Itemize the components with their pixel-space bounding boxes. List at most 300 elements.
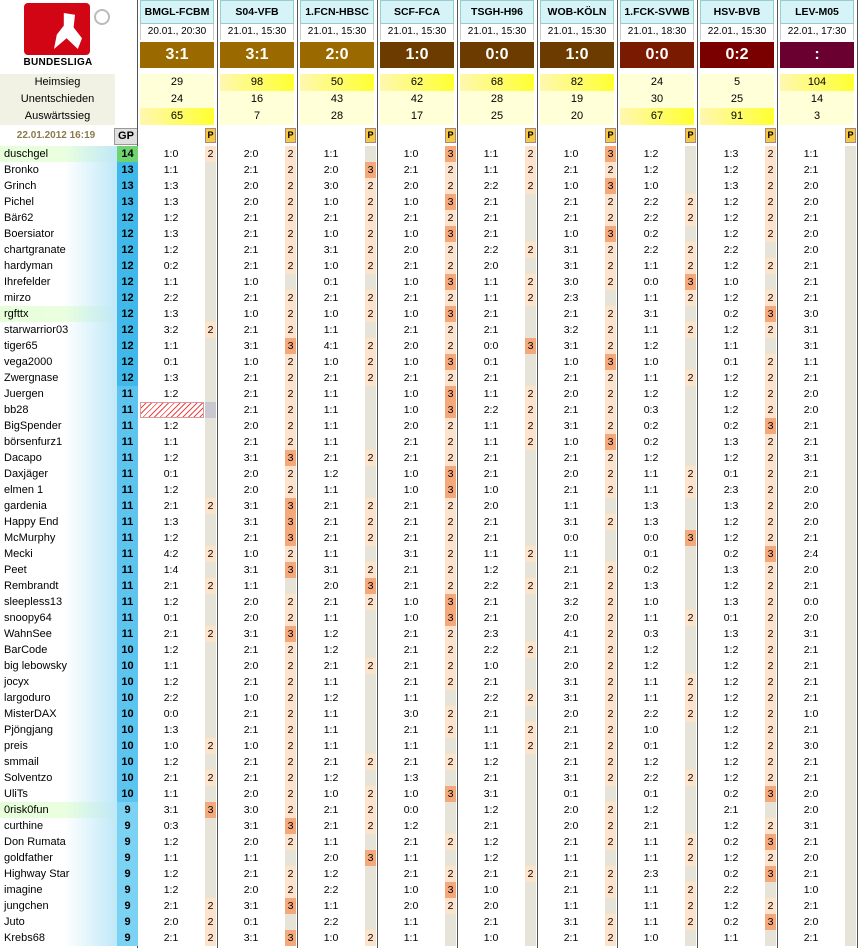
player-name[interactable]: Ihrefelder: [0, 274, 117, 290]
tip-points: 2: [765, 258, 776, 274]
player-name[interactable]: Bronko: [0, 162, 117, 178]
tip-cell: 3:2: [563, 324, 579, 336]
table-row[interactable]: [0, 194, 858, 210]
table-row[interactable]: [0, 722, 858, 738]
tip-cell: 2:0: [163, 916, 179, 928]
player-name[interactable]: smmail: [0, 754, 117, 770]
tip-cell: 2:0: [243, 148, 259, 160]
tip-points: 2: [365, 754, 376, 770]
player-name[interactable]: Daxjäger: [0, 466, 117, 482]
tip-points: 2: [605, 258, 616, 274]
tip-cell: 3:0: [323, 180, 339, 192]
tip-cell: 1:0: [403, 612, 419, 624]
tip-points: 2: [285, 194, 296, 210]
tip-points: 2: [365, 786, 376, 802]
match-name[interactable]: SCF-FCA: [380, 0, 454, 24]
table-row[interactable]: [0, 658, 858, 674]
player-name[interactable]: preis: [0, 738, 117, 754]
tip-points: [845, 770, 856, 786]
tip-points: 2: [445, 642, 456, 658]
player-points: 11: [117, 386, 138, 402]
player-name[interactable]: mirzo: [0, 290, 117, 306]
table-row[interactable]: [0, 466, 858, 482]
tip-cell: 2:1: [243, 676, 259, 688]
player-name[interactable]: rgfttx: [0, 306, 117, 322]
table-row[interactable]: [0, 434, 858, 450]
tip-points: [765, 338, 776, 354]
tip-cell: 1:0: [723, 276, 739, 288]
tip-cell: 2:1: [323, 452, 339, 464]
tip-points: 2: [765, 674, 776, 690]
table-row[interactable]: [0, 450, 858, 466]
points-header[interactable]: P: [285, 128, 296, 143]
player-name[interactable]: Peet: [0, 562, 117, 578]
tip-cell: 3:2: [563, 596, 579, 608]
player-name[interactable]: McMurphy: [0, 530, 117, 546]
player-silhouette-icon: [54, 13, 82, 49]
tip-points: 2: [285, 482, 296, 498]
player-name[interactable]: chartgranate: [0, 242, 117, 258]
tip-cell: 2:1: [803, 420, 819, 432]
table-row[interactable]: [0, 354, 858, 370]
tip-cell: 2:1: [323, 756, 339, 768]
table-row[interactable]: [0, 370, 858, 386]
tip-points: 2: [765, 770, 776, 786]
match-name[interactable]: TSGH-H96: [460, 0, 534, 24]
table-row[interactable]: [0, 834, 858, 850]
tip-cell: 1:1: [163, 788, 179, 800]
tip-cell: 0:2: [723, 420, 739, 432]
tip-cell: 1:0: [643, 932, 659, 944]
tip-points: 2: [765, 178, 776, 194]
player-name[interactable]: MisterDAX: [0, 706, 117, 722]
tip-points: 2: [445, 754, 456, 770]
tip-points: 3: [605, 434, 616, 450]
tip-cell: 1:2: [483, 804, 499, 816]
match-name[interactable]: LEV-M05: [780, 0, 854, 24]
player-points: 10: [117, 738, 138, 754]
player-points: 10: [117, 786, 138, 802]
tip-cell: 2:0: [803, 564, 819, 576]
player-name[interactable]: börsenfurz1: [0, 434, 117, 450]
tip-points: 2: [445, 418, 456, 434]
tip-cell: 1:2: [163, 676, 179, 688]
table-row[interactable]: [0, 386, 858, 402]
table-row[interactable]: [0, 818, 858, 834]
tip-cell: 2:1: [483, 532, 499, 544]
tip-cell: 2:0: [323, 164, 339, 176]
tip-cell: 1:0: [403, 404, 419, 416]
player-name[interactable]: curthine: [0, 818, 117, 834]
tip-cell: 1:1: [323, 740, 339, 752]
tip-cell: 3:1: [243, 500, 259, 512]
table-row[interactable]: [0, 754, 858, 770]
table-row[interactable]: [0, 178, 858, 194]
tip-cell: 2:2: [643, 772, 659, 784]
table-row[interactable]: [0, 738, 858, 754]
gp-header[interactable]: GP: [114, 128, 138, 145]
tip-points: 2: [445, 338, 456, 354]
tip-points: [205, 690, 216, 706]
tip-points: 2: [765, 594, 776, 610]
tip-points: 2: [765, 722, 776, 738]
table-row[interactable]: [0, 786, 858, 802]
tip-cell: 1:0: [403, 148, 419, 160]
tip-points: 2: [605, 338, 616, 354]
tip-points: 3: [445, 386, 456, 402]
points-header[interactable]: P: [765, 128, 776, 143]
tip-cell: 3:2: [163, 324, 179, 336]
tip-cell: 1:0: [403, 468, 419, 480]
table-row[interactable]: [0, 690, 858, 706]
tip-cell: 1:2: [643, 804, 659, 816]
player-name[interactable]: jocyx: [0, 674, 117, 690]
tip-cell: 2:1: [403, 644, 419, 656]
tip-points: 2: [365, 930, 376, 946]
tip-points: 2: [765, 482, 776, 498]
table-row[interactable]: [0, 322, 858, 338]
tip-cell: 0:0: [643, 532, 659, 544]
tip-points: [205, 642, 216, 658]
table-row[interactable]: [0, 626, 858, 642]
table-row[interactable]: [0, 514, 858, 530]
tip-cell: 3:0: [563, 276, 579, 288]
tip-cell: 2:1: [243, 436, 259, 448]
match-name[interactable]: 1.FCK-SVWB: [620, 0, 694, 24]
tip-points: 2: [685, 466, 696, 482]
tip-points: [525, 802, 536, 818]
match-name[interactable]: WOB-KÖLN: [540, 0, 614, 24]
tip-cell: 1:1: [643, 372, 659, 384]
tip-points: [845, 594, 856, 610]
tip-cell: 3:1: [803, 452, 819, 464]
tip-points: 2: [605, 866, 616, 882]
player-name[interactable]: Krebs68: [0, 930, 117, 946]
tip-cell: 1:0: [323, 196, 339, 208]
table-row[interactable]: [0, 594, 858, 610]
tip-cell: 1:1: [643, 324, 659, 336]
tip-points: [365, 402, 376, 418]
tip-points: 2: [765, 562, 776, 578]
tip-points: [845, 178, 856, 194]
tip-points: [525, 786, 536, 802]
tip-cell: 1:2: [723, 292, 739, 304]
tip-cell: 2:2: [323, 916, 339, 928]
table-row[interactable]: [0, 706, 858, 722]
table-row[interactable]: [0, 850, 858, 866]
player-name[interactable]: imagine: [0, 882, 117, 898]
tip-cell: 1:2: [723, 676, 739, 688]
draw-count: 30: [620, 91, 694, 108]
player-name[interactable]: 0risk0fun: [0, 802, 117, 818]
player-points: 12: [117, 226, 138, 242]
player-name[interactable]: Boersiator: [0, 226, 117, 242]
player-points: 11: [117, 578, 138, 594]
player-name[interactable]: Grinch: [0, 178, 117, 194]
tip-points: 3: [445, 882, 456, 898]
player-name[interactable]: bb28: [0, 402, 117, 418]
tip-points: [845, 210, 856, 226]
table-row[interactable]: [0, 546, 858, 562]
tip-cell: 2:1: [563, 404, 579, 416]
away-win-count: 25: [460, 108, 534, 125]
tip-cell: 1:0: [563, 356, 579, 368]
table-row[interactable]: [0, 914, 858, 930]
tip-points: [445, 818, 456, 834]
tip-points: 2: [765, 226, 776, 242]
player-name[interactable]: largoduro: [0, 690, 117, 706]
table-row[interactable]: [0, 802, 858, 818]
tip-points: 2: [685, 674, 696, 690]
player-name[interactable]: tiger65: [0, 338, 117, 354]
tip-points: 2: [605, 578, 616, 594]
tip-points: 2: [605, 770, 616, 786]
tip-cell: 1:0: [643, 180, 659, 192]
table-row[interactable]: [0, 418, 858, 434]
tip-points: 2: [445, 562, 456, 578]
tip-points: 2: [605, 754, 616, 770]
points-header[interactable]: P: [525, 128, 536, 143]
player-name[interactable]: Bär62: [0, 210, 117, 226]
table-row[interactable]: [0, 146, 858, 162]
tip-points: [685, 754, 696, 770]
tip-cell: 3:1: [563, 772, 579, 784]
tip-cell: 2:1: [403, 324, 419, 336]
tip-cell: 2:1: [403, 260, 419, 272]
tip-points: 2: [525, 690, 536, 706]
tip-points: [845, 706, 856, 722]
player-name[interactable]: duschgel: [0, 146, 117, 162]
tip-cell: 2:2: [483, 692, 499, 704]
tip-cell: 2:1: [563, 724, 579, 736]
player-name[interactable]: Rembrandt: [0, 578, 117, 594]
tip-points: 3: [445, 146, 456, 162]
table-row[interactable]: [0, 882, 858, 898]
tip-points: [365, 274, 376, 290]
tip-cell: 0:2: [723, 868, 739, 880]
player-name[interactable]: Juto: [0, 914, 117, 930]
points-header[interactable]: P: [685, 128, 696, 143]
table-row[interactable]: [0, 530, 858, 546]
points-header[interactable]: P: [365, 128, 376, 143]
player-name[interactable]: BigSpender: [0, 418, 117, 434]
tip-points: 2: [205, 914, 216, 930]
player-name[interactable]: big lebowsky: [0, 658, 117, 674]
tip-points: [525, 674, 536, 690]
tip-cell: 3:1: [243, 900, 259, 912]
tip-points: 2: [285, 690, 296, 706]
tip-points: [205, 194, 216, 210]
tip-cell: 2:2: [483, 180, 499, 192]
tip-points: 3: [285, 562, 296, 578]
table-row[interactable]: [0, 338, 858, 354]
player-name[interactable]: WahnSee: [0, 626, 117, 642]
table-row[interactable]: [0, 306, 858, 322]
player-name[interactable]: goldfather: [0, 850, 117, 866]
table-row[interactable]: [0, 226, 858, 242]
points-header[interactable]: P: [445, 128, 456, 143]
away-win-count: 65: [140, 108, 214, 125]
tip-points: 2: [445, 674, 456, 690]
player-name[interactable]: elmen 1: [0, 482, 117, 498]
tip-cell: 1:1: [483, 388, 499, 400]
tip-points: 3: [605, 146, 616, 162]
tip-points: 2: [285, 770, 296, 786]
player-points: 11: [117, 482, 138, 498]
tip-points: 2: [285, 466, 296, 482]
player-points: 12: [117, 274, 138, 290]
player-name[interactable]: gardenia: [0, 498, 117, 514]
tip-points: 2: [525, 274, 536, 290]
tip-cell: 0:0: [803, 596, 819, 608]
tip-cell: 2:1: [803, 260, 819, 272]
tip-points: 2: [605, 402, 616, 418]
player-name[interactable]: BarCode: [0, 642, 117, 658]
points-header[interactable]: P: [605, 128, 616, 143]
tip-points: 2: [765, 146, 776, 162]
tip-cell: 2:0: [563, 660, 579, 672]
tip-points: [845, 290, 856, 306]
table-row[interactable]: [0, 770, 858, 786]
tip-cell: 2:1: [803, 436, 819, 448]
points-header[interactable]: P: [845, 128, 856, 143]
table-row[interactable]: [0, 642, 858, 658]
tip-cell: 1:1: [483, 548, 499, 560]
tip-cell: 2:1: [803, 212, 819, 224]
player-name[interactable]: Dacapo: [0, 450, 117, 466]
tip-cell: 0:2: [723, 788, 739, 800]
tip-points: 2: [525, 242, 536, 258]
tip-cell: 1:1: [483, 292, 499, 304]
tip-points: 2: [605, 482, 616, 498]
match-name[interactable]: S04-VFB: [220, 0, 294, 24]
tip-points: [845, 354, 856, 370]
player-points: 13: [117, 162, 138, 178]
tip-cell: 1:0: [323, 356, 339, 368]
table-row[interactable]: [0, 242, 858, 258]
player-name[interactable]: starwarrior03: [0, 322, 117, 338]
table-row[interactable]: [0, 866, 858, 882]
away-win-count: 17: [380, 108, 454, 125]
player-name[interactable]: Pjöngjang: [0, 722, 117, 738]
tip-cell: 1:3: [723, 180, 739, 192]
tip-cell: 1:2: [643, 388, 659, 400]
tip-points: 2: [365, 306, 376, 322]
table-row[interactable]: [0, 898, 858, 914]
match-name[interactable]: 1.FCN-HBSC: [300, 0, 374, 24]
tip-cell: 2:1: [163, 932, 179, 944]
player-name[interactable]: UliTs: [0, 786, 117, 802]
player-name[interactable]: Solventzo: [0, 770, 117, 786]
tip-points: [205, 482, 216, 498]
tip-points: [205, 242, 216, 258]
match-name[interactable]: HSV-BVB: [700, 0, 774, 24]
table-row[interactable]: [0, 402, 858, 418]
table-row[interactable]: [0, 482, 858, 498]
tip-points: 2: [685, 898, 696, 914]
tip-cell: 1:2: [323, 628, 339, 640]
tip-cell: 0:1: [723, 356, 739, 368]
player-name[interactable]: Don Rumata: [0, 834, 117, 850]
player-name[interactable]: Mecki: [0, 546, 117, 562]
tip-cell: 2:1: [243, 708, 259, 720]
tip-cell: 1:0: [403, 228, 419, 240]
tip-points: 2: [365, 178, 376, 194]
tip-points: [205, 754, 216, 770]
tip-points: 2: [685, 850, 696, 866]
tip-points: [525, 818, 536, 834]
tip-points: [685, 802, 696, 818]
tip-points: 2: [525, 434, 536, 450]
tip-points: 2: [525, 146, 536, 162]
table-row[interactable]: [0, 258, 858, 274]
tip-cell: 2:1: [403, 564, 419, 576]
player-name[interactable]: jungchen: [0, 898, 117, 914]
tip-cell: 0:1: [723, 612, 739, 624]
table-row[interactable]: [0, 498, 858, 514]
player-name[interactable]: hardyman: [0, 258, 117, 274]
table-row[interactable]: [0, 610, 858, 626]
tip-points: 2: [365, 354, 376, 370]
match-time: 21.01., 15:30: [380, 24, 454, 40]
tip-cell: 2:2: [643, 708, 659, 720]
tip-cell: 1:2: [323, 868, 339, 880]
tip-cell: 1:0: [163, 740, 179, 752]
player-name[interactable]: Juergen: [0, 386, 117, 402]
tip-cell: 1:1: [163, 436, 179, 448]
player-points: 11: [117, 546, 138, 562]
table-row[interactable]: [0, 562, 858, 578]
tip-points: [365, 466, 376, 482]
player-name[interactable]: snoopy64: [0, 610, 117, 626]
table-row[interactable]: [0, 674, 858, 690]
draw-count: 24: [140, 91, 214, 108]
table-row[interactable]: [0, 290, 858, 306]
player-name[interactable]: Zwergnase: [0, 370, 117, 386]
match-column: [298, 0, 378, 128]
tip-cell: 2:1: [563, 740, 579, 752]
player-name[interactable]: Highway Star: [0, 866, 117, 882]
tip-cell: 1:3: [723, 500, 739, 512]
table-row[interactable]: [0, 578, 858, 594]
tip-cell: 1:1: [643, 916, 659, 928]
table-row[interactable]: [0, 162, 858, 178]
tip-points: [845, 274, 856, 290]
tip-cell: 3:0: [403, 708, 419, 720]
match-name[interactable]: BMGL-FCBM: [140, 0, 214, 24]
tip-points: [685, 626, 696, 642]
player-name[interactable]: Pichel: [0, 194, 117, 210]
tip-cell: 1:1: [643, 292, 659, 304]
tip-cell: 1:2: [723, 644, 739, 656]
tip-points: 2: [365, 290, 376, 306]
player-points: 11: [117, 498, 138, 514]
tip-cell: 3:1: [243, 564, 259, 576]
player-name[interactable]: sleepless13: [0, 594, 117, 610]
table-row[interactable]: [0, 210, 858, 226]
player-name[interactable]: vega2000: [0, 354, 117, 370]
tip-cell: 2:1: [323, 596, 339, 608]
tip-points: [845, 930, 856, 946]
tip-points: 2: [605, 706, 616, 722]
tip-cell: 1:4: [163, 564, 179, 576]
table-row[interactable]: [0, 274, 858, 290]
points-header[interactable]: P: [205, 128, 216, 143]
tip-points: 3: [765, 546, 776, 562]
player-name[interactable]: Happy End: [0, 514, 117, 530]
table-row[interactable]: [0, 930, 858, 946]
tip-cell: 1:1: [323, 324, 339, 336]
